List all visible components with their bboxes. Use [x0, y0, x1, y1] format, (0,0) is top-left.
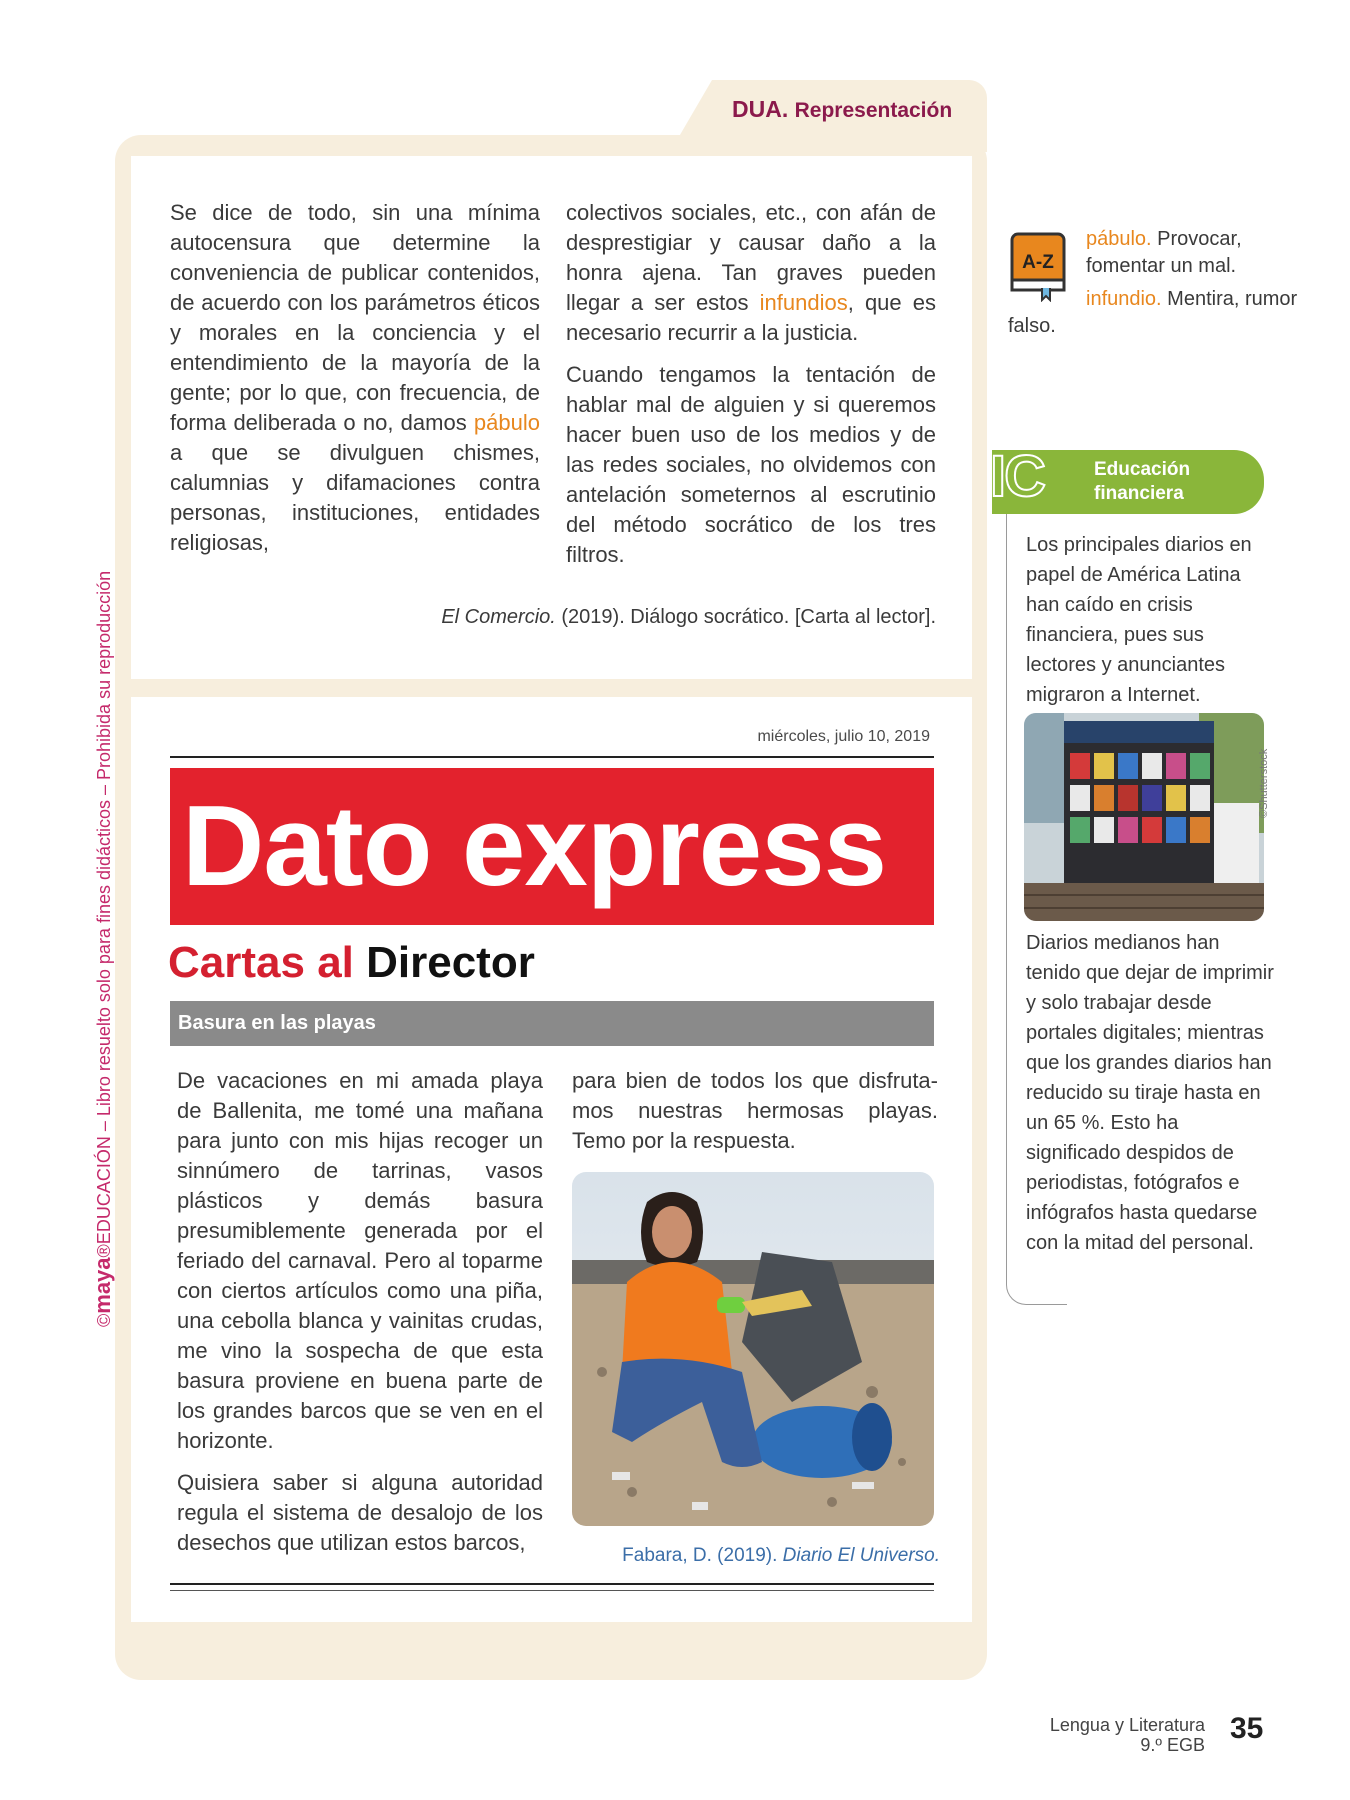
glossary-term: infundio.: [1086, 288, 1162, 310]
copyright-notice: ©maya®EDUCACIÓN – Libro resuelto solo para fines didácticos – Prohibida su reproducción: [90, 570, 115, 1327]
article-paragraph: Se dice de todo, sin una mínima autocensura que determine la conveniencia de publicar contenidos, de acuerdo con los parámetros éticos y morales en la conciencia y el entendimiento de la mayoría de la gente; por lo que, con frecuencia, de forma deliberada o no, damos pábulo a que se divulguen chismes, calumnias y difamaciones contra personas, instituciones, entidades religiosas,: [170, 200, 540, 555]
article-column-1: [170, 198, 540, 558]
citation-source: Diario El Universo.: [782, 1545, 940, 1566]
footer-subject: [960, 1715, 1205, 1755]
photo-credit: ©Shutterstock: [1258, 748, 1270, 818]
sidebar-title: Educación financiera: [1094, 459, 1191, 504]
article-paragraph: colectivos sociales, etc., con afán de desprestigiar y causar daño a la honra ajena. Tan graves pueden llegar a ser estos infundios, que es necesario recurrir a la justicia.: [566, 200, 936, 345]
citation-source: El Comercio.: [441, 606, 556, 628]
subheading-title: Basura en las playas: [178, 1012, 376, 1034]
glossary-definition: Mentira, rumor falso.: [1008, 288, 1298, 337]
subheading-bar: [170, 1001, 934, 1046]
glossary-entry-infundio: [1008, 286, 1308, 340]
sidebar-text: Diarios medianos han tenido que dejar de imprimir y solo trabajar desde portales digitales; mientras que los grandes diarios han reducido su tiraje hasta en un 65 %. Esto ha significado despidos de periodistas, fotógrafos e infógrafos hasta quedarse con la mitad del personal.: [1026, 932, 1274, 1254]
divider: [170, 1583, 934, 1585]
dua-label: [732, 96, 952, 123]
divider: [170, 1590, 934, 1591]
letter-citation: Fabara, D. (2019). Diario El Universo.: [622, 1545, 940, 1566]
letter-paragraph: Quisiera saber si alguna autoridad regula el sistema de desalojo de los desechos que utilizan estos barcos,: [177, 1470, 543, 1555]
newspaper-title: Dato express: [182, 782, 887, 910]
ic-logo: IC: [990, 444, 1044, 509]
dua-prefix: DUA.: [732, 96, 789, 122]
beach-cleanup-photo: [572, 1172, 934, 1526]
glossary-entry-pabulo: [1086, 226, 1306, 280]
section-heading: Cartas al Director: [168, 938, 535, 987]
dua-category: Representación: [794, 99, 953, 122]
newspaper-banner: [170, 768, 934, 925]
letter-column-2: [572, 1066, 938, 1156]
sidebar-text: Los principales diarios en papel de América Latina han caído en crisis financiera, pues sus lectores y anunciantes migraron a Internet.: [1026, 534, 1252, 706]
article-paragraph: Cuando tengamos la tentación de hablar mal de alguien y si queremos hacer buen uso de los medios y de las redes sociales, no olvidemos con antelación someternos al escrutinio del método socrático de los tres filtros.: [566, 362, 936, 567]
article-citation: El Comercio. (2019). Diálogo socrático. [Carta al lector].: [441, 606, 936, 628]
highlight-pabulo: pábulo: [473, 410, 540, 435]
dictionary-icon-label: A-Z: [1022, 252, 1054, 273]
letter-paragraph: para bien de todos los que disfruta-mos nuestras hermosas playas. Temo por la respuesta.: [572, 1068, 938, 1153]
highlight-infundios: infundios: [759, 290, 848, 315]
letter-paragraph: De vacaciones en mi amada playa de Ballenita, me tomé una mañana para junto con mis hijas recoger un sinnúmero de tarrinas, vasos plásticos y demás basura presumiblemente generada por el feriado del carnaval. Pero al toparme con ciertos artículos como una piña, una cebolla blanca y vainitas crudas, me vino la sospecha de que esta basura proviene en buena parte de los grandes barcos que se ven en el horizonte.: [177, 1068, 543, 1453]
newspaper-date: miércoles, julio 10, 2019: [757, 728, 930, 745]
glossary-definition: Provocar, fomentar un mal.: [1086, 228, 1242, 277]
letter-column-1: [177, 1066, 543, 1558]
brand-logo: maya: [90, 1257, 115, 1314]
glossary-term: pábulo.: [1086, 228, 1152, 250]
newsstand-photo: [1024, 713, 1264, 921]
page-number: 35: [1230, 1712, 1264, 1745]
subject-name: Lengua y Literatura: [1049, 1715, 1205, 1735]
divider: [170, 756, 934, 758]
grade-level: 9.º EGB: [1140, 1735, 1205, 1755]
article-column-2: [566, 198, 936, 570]
